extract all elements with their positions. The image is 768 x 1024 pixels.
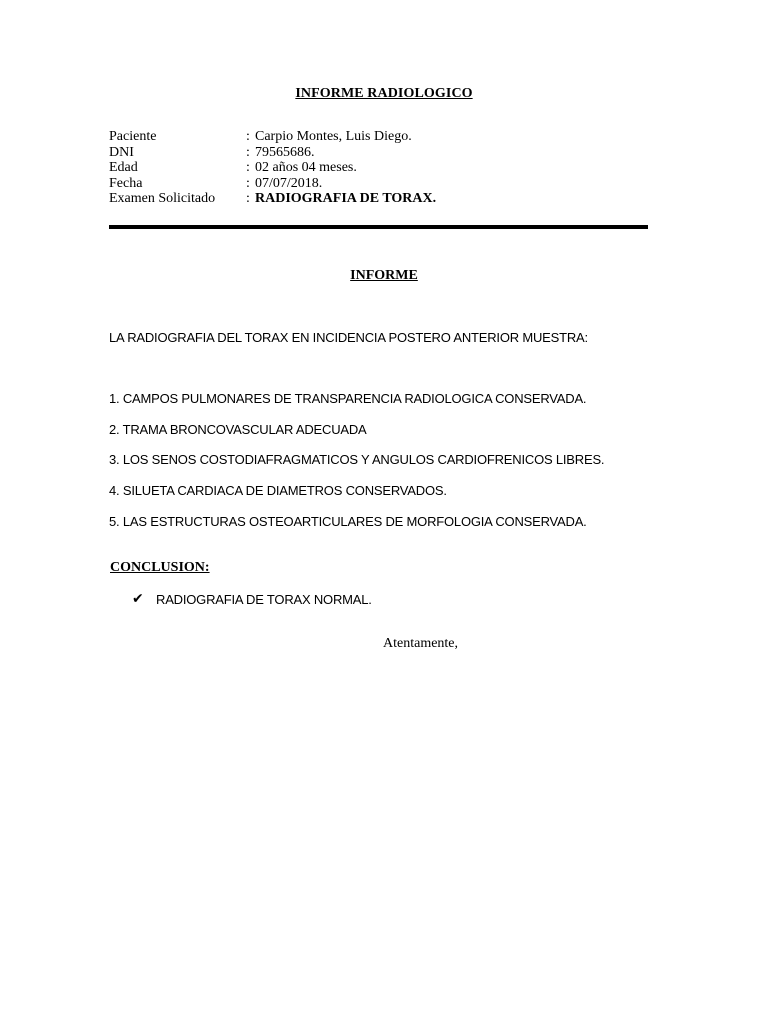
info-separator: : xyxy=(246,144,250,160)
info-label-age: Edad xyxy=(109,160,138,175)
closing-salutation: Atentamente, xyxy=(383,636,459,651)
info-value-exam: RADIOGRAFIA DE TORAX. xyxy=(255,191,437,206)
finding-item: 2. TRAMA BRONCOVASCULAR ADECUADA xyxy=(109,422,367,437)
info-row-exam xyxy=(109,191,436,207)
section-title: INFORME xyxy=(350,268,418,283)
info-value-patient: Carpio Montes, Luis Diego. xyxy=(255,129,412,144)
conclusion-item xyxy=(132,591,372,607)
report-intro: LA RADIOGRAFIA DEL TORAX EN INCIDENCIA POSTERO ANTERIOR MUESTRA: xyxy=(109,330,588,345)
info-label-dni: DNI xyxy=(109,144,134,160)
info-row-age xyxy=(109,160,436,176)
section-divider xyxy=(109,225,648,229)
conclusion-text: RADIOGRAFIA DE TORAX NORMAL. xyxy=(156,591,372,607)
info-row-patient xyxy=(109,129,436,145)
conclusion-heading: CONCLUSION: xyxy=(110,560,210,575)
info-value-date: 07/07/2018. xyxy=(255,175,323,191)
info-row-date xyxy=(109,176,436,192)
info-separator: : xyxy=(246,191,250,206)
check-icon: ✔ xyxy=(132,591,144,607)
finding-item: 4. SILUETA CARDIACA DE DIAMETROS CONSERVADOS. xyxy=(109,483,447,498)
info-label-date: Fecha xyxy=(109,175,143,191)
report-title: INFORME RADIOLOGICO xyxy=(295,86,473,101)
finding-item: 5. LAS ESTRUCTURAS OSTEOARTICULARES DE MORFOLOGIA CONSERVADA. xyxy=(109,514,587,529)
info-row-dni xyxy=(109,145,436,161)
info-value-age: 02 años 04 meses. xyxy=(255,160,357,175)
finding-item: 3. LOS SENOS COSTODIAFRAGMATICOS Y ANGULOS CARDIOFRENICOS LIBRES. xyxy=(109,452,605,467)
info-separator: : xyxy=(246,175,250,191)
info-label-patient: Paciente xyxy=(109,129,157,144)
finding-item: 1. CAMPOS PULMONARES DE TRANSPARENCIA RADIOLOGICA CONSERVADA. xyxy=(109,391,587,406)
info-separator: : xyxy=(246,160,250,175)
info-value-dni: 79565686. xyxy=(255,144,315,160)
info-separator: : xyxy=(246,129,250,144)
patient-info-table xyxy=(109,129,436,207)
info-label-exam: Examen Solicitado xyxy=(109,191,216,206)
